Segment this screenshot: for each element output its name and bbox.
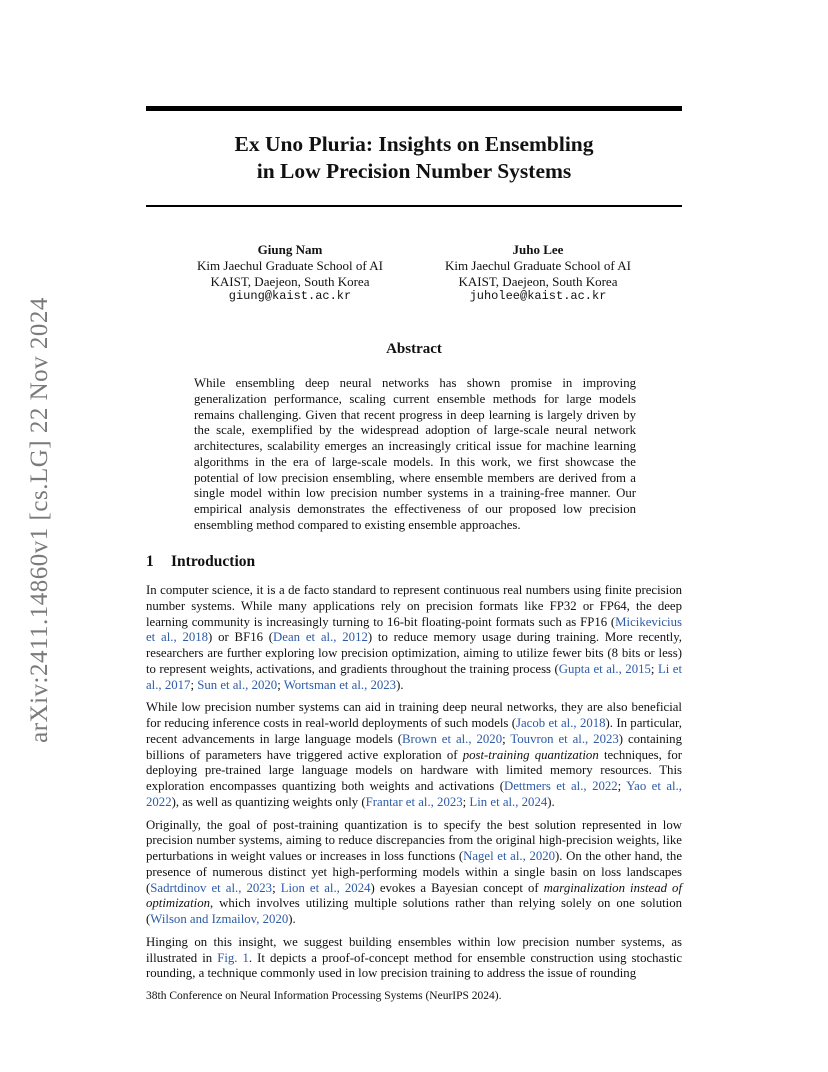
- section-number: 1: [146, 553, 154, 570]
- title-line-1: Ex Uno Pluria: Insights on Ensembling: [234, 132, 594, 156]
- citation-link[interactable]: Dettmers et al., 2022: [503, 779, 618, 793]
- text-run: ;: [617, 779, 627, 793]
- paragraph: [146, 935, 682, 982]
- citation-link[interactable]: Sadrtdinov et al., 2023: [150, 880, 273, 895]
- text-run: ;: [462, 794, 470, 809]
- text-run: ).: [547, 794, 555, 809]
- author-name: Juho Lee: [512, 242, 564, 257]
- text-run: Originally, the goal of post-training quantization is to specify the best solution represented in low precision number systems, aiming to reduce discrepancies from the original high-precision weights, like perturbations in weight values or increases in loss functions (: [146, 817, 682, 863]
- citation-link[interactable]: Brown et al., 2020: [402, 731, 503, 746]
- text-run: techniques, for deploying pre-trained large language models on hardware with limited memory resources. This exploration encompasses quantizing both weights and activations (: [146, 747, 682, 793]
- author-name: Giung Nam: [257, 242, 323, 257]
- paragraph: [146, 583, 682, 693]
- text-run: ;: [190, 677, 198, 692]
- citation-link[interactable]: Wortsman et al., 2023: [283, 677, 397, 692]
- title-bottom-rule: [146, 205, 682, 207]
- author-location: KAIST, Daejeon, South Korea: [210, 273, 370, 289]
- section-heading-introduction: [146, 553, 255, 571]
- citation-link[interactable]: Nagel et al., 2020: [463, 849, 556, 863]
- text-run: While low precision number systems can aid in training deep neural networks, they are also beneficial for reducing inference costs in real-world deployments of such models (: [146, 700, 682, 730]
- arxiv-identifier-text: arXiv:2411.14860v1 [cs.LG] 22 Nov 2024: [26, 297, 53, 743]
- text-run: , which involves utilizing multiple solutions rather than relying solely on one solution (: [146, 896, 682, 926]
- abstract-body: While ensembling deep neural networks has shown promise in improving generalization performance, scaling current ensemble methods for large models remains challenging. Given that recent progress in deep learning is largely driven by the scale, exemplified by the widespread adoption of large-scale neural network architectures, scalability emerges an increasingly critical issue for machine learning algorithms in the era of large-scale models. In this work, we first showcase the potential of low precision ensembling, where ensemble members are derived from a single model within low precision number systems in a training-free manner. Our empirical analysis demonstrates the effectiveness of our proposed low precision ensembling method compared to existing ensemble approaches.: [194, 376, 636, 532]
- text-run: ). On the other hand, the presence of numerous distinct yet high-performing models within a single basin on loss landscapes (: [146, 849, 682, 895]
- citation-link[interactable]: Gupta et al., 2015: [558, 661, 651, 676]
- arxiv-identifier-stamp: [20, 280, 60, 760]
- citation-link[interactable]: Touvron et al., 2023: [510, 731, 619, 746]
- text-run: . It depicts a proof-of-concept method for ensemble construction using stochastic rounding, a technique commonly used in low precision training to address the issue of rounding: [146, 950, 682, 981]
- text-run: ;: [272, 880, 281, 895]
- author-block-2: [418, 242, 658, 305]
- citation-link[interactable]: Yao et al., 2022: [146, 779, 682, 809]
- citation-link[interactable]: Fig. 1: [217, 950, 249, 965]
- emphasized-text: marginalization instead of optimization: [146, 880, 682, 911]
- conference-footer: 38th Conference on Neural Information Processing Systems (NeurIPS 2024).: [146, 990, 502, 1002]
- text-run: Hinging on this insight, we suggest building ensembles within low precision number systems, as illustrated in: [146, 934, 682, 965]
- text-run: ) containing billions of parameters have triggered active exploration of: [146, 731, 682, 762]
- text-run: ). In particular, recent advancements in large language models (: [146, 716, 683, 746]
- paper-title: [146, 131, 682, 185]
- citation-link[interactable]: Micikevicius et al., 2018: [146, 614, 682, 645]
- text-run: ) evokes a Bayesian concept of: [370, 880, 544, 895]
- text-run: ;: [650, 661, 658, 676]
- introduction-body: [146, 583, 682, 989]
- text-run: ).: [396, 677, 404, 692]
- text-run: ;: [277, 677, 284, 692]
- paragraph: [146, 818, 682, 928]
- author-affiliation: Kim Jaechul Graduate School of AI: [445, 257, 631, 273]
- citation-link[interactable]: Lin et al., 2024: [469, 794, 548, 809]
- text-run: ) or BF16 (: [208, 630, 274, 645]
- title-top-rule: [146, 106, 682, 111]
- emphasized-text: post-training quantization: [462, 747, 599, 762]
- text-run: In computer science, it is a de facto standard to represent continuous real numbers using finite precision number systems. While many applications rely on precision formats like FP32 or FP64, the deep learning community is increasingly turning to 16-bit floating-point formats such as FP16 (: [146, 583, 682, 629]
- title-line-2: in Low Precision Number Systems: [256, 159, 572, 183]
- author-block-1: [170, 242, 410, 305]
- abstract-heading: Abstract: [386, 341, 442, 357]
- author-location: KAIST, Daejeon, South Korea: [458, 273, 618, 289]
- citation-link[interactable]: Lion et al., 2024: [280, 880, 371, 895]
- citation-link[interactable]: Sun et al., 2020: [197, 677, 278, 692]
- citation-link[interactable]: Wilson and Izmailov, 2020: [150, 912, 289, 926]
- citation-link[interactable]: Li et al., 2017: [146, 661, 683, 692]
- text-run: ), as well as quantizing weights only (: [171, 794, 366, 809]
- citation-link[interactable]: Dean et al., 2012: [273, 630, 368, 645]
- text-run: ;: [502, 731, 511, 746]
- paragraph: [146, 700, 682, 810]
- section-title: Introduction: [171, 553, 256, 570]
- citation-link[interactable]: Frantar et al., 2023: [365, 794, 463, 809]
- citation-link[interactable]: Jacob et al., 2018: [516, 716, 606, 730]
- author-email: giung@kaist.ac.kr: [228, 289, 352, 304]
- author-affiliation: Kim Jaechul Graduate School of AI: [197, 257, 383, 273]
- author-email: juholee@kaist.ac.kr: [469, 289, 607, 304]
- text-run: ) to reduce memory usage during training. More recently, researchers are further exploring low precision optimization, aiming to utilize fewer bits (8 bits or less) to represent weights, activations, and gradients throughout the training process (: [146, 630, 682, 676]
- text-run: ).: [288, 912, 296, 926]
